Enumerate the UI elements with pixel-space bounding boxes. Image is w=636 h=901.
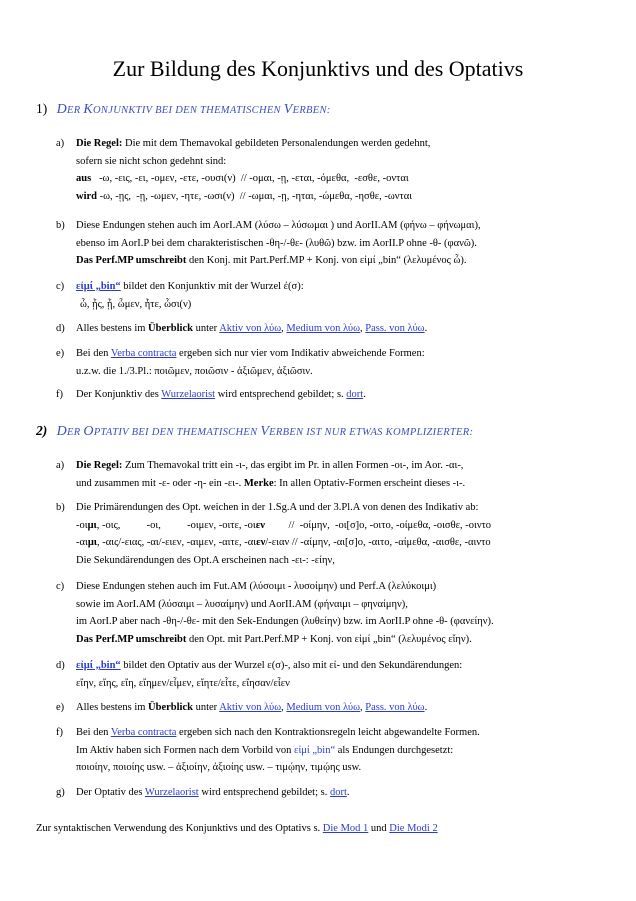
item-label: f) [56,727,63,738]
text: , [360,702,366,713]
heading-part: ER [67,105,84,116]
text: , [281,702,287,713]
eimi-link[interactable]: εἰμί „bin“ [76,281,121,292]
text-bold: aus [76,173,92,185]
text-bold: μι [87,519,97,531]
text-bold: Überblick [148,323,193,334]
text: wird entsprechend gebildet; s. [215,389,347,400]
text: Zum Themavokal tritt ein -ι-, das ergibt im Pr. in allen Formen -οι-, im Aor. -αι-, [122,460,464,471]
text: als Endungen durchgesetzt: [335,744,454,756]
text: // -οίμην, -οι[σ]ο, -οιτο, -οίμεθα, -οισθε, -οιντο [264,519,492,531]
heading-part: V [260,424,270,439]
wurzelaorist-link[interactable]: Wurzelaorist [144,787,199,798]
text-bold: Merke [243,477,274,489]
text: Alles bestens im [76,702,149,713]
item-label: d) [56,660,65,671]
text: und [368,823,390,834]
rule-label: Die Regel: [76,460,123,471]
item-label: c) [56,281,65,292]
heading-part: ERBEN: [292,105,331,116]
item-label: a) [56,460,65,471]
text: Diese Endungen stehen auch im AorI.AM (λύσω – λύσωμαι ) und AorII.AM (φήνω – φήνωμαι), [76,220,481,231]
text: Zur syntaktischen Verwendung des Konjunktivs und des Optativs s. [36,823,323,834]
text: ergeben sich nur vier vom Indikativ abweichende Formen: [176,348,425,359]
aktiv-link[interactable]: Aktiv von λύω [219,323,282,334]
text: Die Primärendungen des Opt. weichen in der 1.Sg.A und der 3.Pl.A von denen des Indikativ ab: [76,502,479,513]
text: -οι [76,519,88,531]
heading-part: ERBEN IST NUR ETWAS KOMPLIZIERTER: [269,427,474,438]
heading-part: ONJUNKTIV BEI DEN THEMATISCHEN [93,105,284,116]
text-bold: εν [256,537,266,549]
text: Bei den [76,727,111,738]
page-title: Zur Bildung des Konjunktivs und des Optativs [112,56,524,81]
text: -ω, -εις, -ει, -ομεν, -ετε, -ουσι(ν) // -ομαι, -ῃ, -εται, -όμεθα, -εσθε, -ονται [91,173,409,185]
text: Bei den [76,348,111,359]
item-label: d) [56,323,65,334]
text: unter [192,323,220,334]
item-label: b) [56,220,65,231]
text: ποιοίην, ποιοίης usw. – ἀξιοίην, ἀξιοίης usw. – τιμῴην, τιμῴης usw. [76,762,362,774]
modi-1-link[interactable]: Die Mod 1 [322,823,369,834]
text: . [346,787,350,798]
text-bold: Überblick [148,702,193,713]
item-label: a) [56,138,65,149]
footer-note [36,823,438,834]
wurzelaorist-link[interactable]: Wurzelaorist [161,389,216,400]
text: . [424,702,428,713]
text: /-ειαν // -αίμην, -αι[σ]ο, -αιτο, -αίμεθα, -αισθε, -αιντο [265,537,491,549]
text: -ω, -ῃς, -ῃ, -ωμεν, -ητε, -ωσι(ν) // -ωμαι, -ῃ, -ηται, -ώμεθα, -ησθε, -ωνται [97,190,413,202]
heading-part: D [56,102,68,117]
text: , [360,323,366,334]
text: -αι [76,537,88,549]
dort-link[interactable]: dort [329,787,347,798]
medium-link[interactable]: Medium von λύω [286,323,360,334]
item-label: b) [56,502,65,513]
section-1-heading [36,101,331,118]
text-bold: μι [87,537,98,549]
item-label: e) [56,702,65,713]
heading-part: V [283,102,293,117]
text: den Konj. mit Part.Perf.MP + Konj. von εἰμί „bin“ (λελυμένος ὦ). [186,255,467,267]
eimi-link[interactable]: εἰμί „bin“ [76,660,121,671]
medium-link[interactable]: Medium von λύω [286,702,360,713]
modi-2-link[interactable]: Die Modi 2 [389,823,438,834]
text: bildet den Konjunktiv mit der Wurzel ἐ(σ): [120,281,304,292]
text: bildet den Optativ aus der Wurzel ε(σ)-, also mit εἰ- und den Sekundärendungen: [120,660,463,671]
text: sowie im AorI.AM (λύσαιμι – λυσαίμην) und AorII.AM (φήναιμι – φηναίμην), [76,598,408,610]
text: Diese Endungen stehen auch im Fut.AM (λύσοιμι - λυσοίμην) und Perf.A (λελύκοιμι) [76,581,437,592]
eimi-reference: εἰμί „bin“ [294,744,336,756]
text: ergeben sich nach den Kontraktionsregeln leicht abgewandelte Formen. [176,727,480,738]
heading-part: PTATIV BEI DEN THEMATISCHEN [93,427,261,438]
text-bold: Das Perf.MP umschreibt [76,633,187,645]
item-label: g) [56,787,65,798]
text-bold: wird [76,190,97,202]
heading-part: K [83,102,94,117]
heading-part: D [56,424,68,439]
text: sofern sie nicht schon gedehnt sind: [76,155,227,167]
text: εἴην, εἴης, εἴη, εἴημεν/εἶμεν, εἴητε/εἶτε, εἴησαν/εἶεν [76,677,290,689]
verba-contracta-link[interactable]: Verba contracta [110,348,177,359]
text-bold: εν [255,519,265,531]
text: unter [192,702,220,713]
text: Der Konjunktiv des [76,389,162,400]
text: . [424,323,428,334]
item-label: c) [56,581,65,592]
passiv-link[interactable]: Pass. von λύω [365,323,425,334]
text: , [281,323,287,334]
text: Die mit dem Themavokal gebildeten Personalendungen werden gedehnt, [122,138,431,149]
text: den Opt. mit Part.Perf.MP + Konj. von εἰμί „bin“ (λελυμένος εἴην). [186,633,472,645]
text: Im Aktiv haben sich Formen nach dem Vorbild von [76,744,295,756]
rule-label: Die Regel: [76,138,123,149]
text: , -οις, -οι, -οιμεν, -οιτε, -οι [96,519,256,531]
text: Der Optativ des [76,787,145,798]
heading-part: O [83,424,94,439]
verba-contracta-link[interactable]: Verba contracta [110,727,177,738]
section-number: 2) [36,423,48,438]
dort-link[interactable]: dort [346,389,364,400]
text: wird entsprechend gebildet; s. [198,787,330,798]
text: ebenso im AorI.P bei dem charakteristischen -θη-/-θε- (λυθῶ) bzw. im AorII.P ohne -θ- (φανῶ). [76,237,477,249]
heading-part: ER [67,427,84,438]
text: : In allen Optativ-Formen erscheint dieses -ι-. [273,477,466,489]
text: Die Sekundärendungen des Opt.A erscheinen nach -ει-: -είην, [76,554,335,566]
text: ὦ, ᾖς, ᾖ, ὦμεν, ἦτε, ὦσι(ν) [80,298,192,310]
item-label: f) [56,389,63,400]
item-label: e) [56,348,65,359]
text: u.z.w. die 1./3.Pl.: ποιῶμεν, ποιῶσιν - ἀξιῶμεν, ἀξιῶσιν. [76,365,313,377]
text-bold: Das Perf.MP umschreibt [76,255,187,267]
text: . [363,389,366,400]
section-2-heading [36,423,473,440]
aktiv-link[interactable]: Aktiv von λύω [219,702,282,713]
section-number: 1) [36,101,48,116]
text: Alles bestens im [76,323,149,334]
text: und zusammen mit -ε- oder -η- ein -ει-. [76,477,244,489]
text: im AorI.P aber nach -θη-/-θε- mit den Sek-Endungen (λυθείην) bzw. im AorII.P ohne -θ- (φανείην). [76,616,494,628]
text: , -αις/-ειας, -αι/-ειεν, -αιμεν, -αιτε, -αι [97,537,257,549]
passiv-link[interactable]: Pass. von λύω [365,702,425,713]
